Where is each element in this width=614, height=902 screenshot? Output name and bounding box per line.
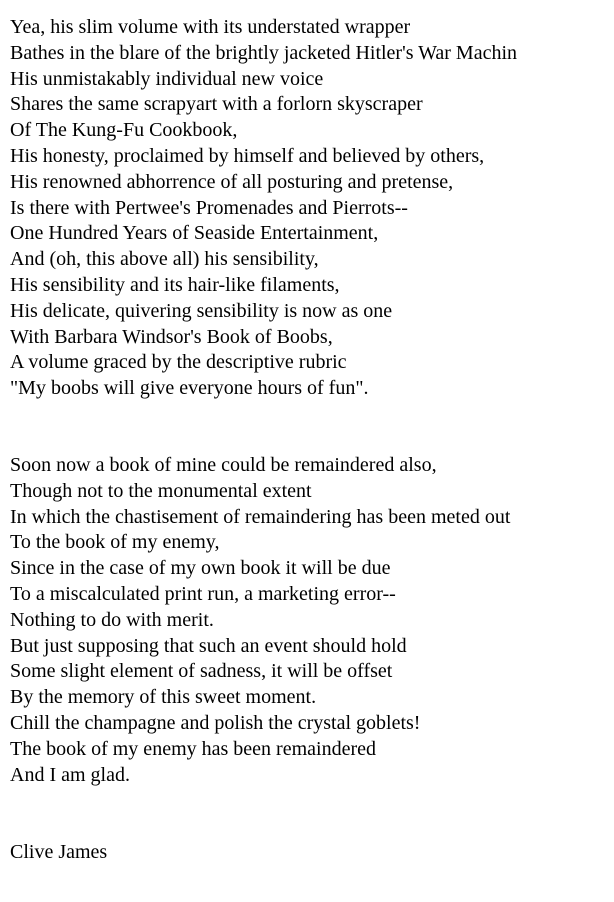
poem-line: Is there with Pertwee's Promenades and Pierrots-- <box>10 196 408 219</box>
poem-line: His delicate, quivering sensibility is now as one <box>10 299 393 322</box>
poem-line: His renowned abhorrence of all posturing and pretense, <box>10 170 454 193</box>
poem-line: To a miscalculated print run, a marketing error-- <box>10 582 396 605</box>
poem-line: Nothing to do with merit. <box>10 608 214 631</box>
poem-line: Some slight element of sadness, it will be offset <box>10 660 393 683</box>
poem-line: And I am glad. <box>10 763 130 786</box>
poem-line: His honesty, proclaimed by himself and believed by others, <box>10 144 485 167</box>
poem-line: Chill the champagne and polish the crystal goblets! <box>10 711 421 734</box>
poem-line: Yea, his slim volume with its understated wrapper <box>10 16 411 38</box>
author-name: Clive James <box>10 841 108 864</box>
poem-line: Though not to the monumental extent <box>10 479 312 502</box>
poem-line: His unmistakably individual new voice <box>10 67 324 90</box>
poem-line: With Barbara Windsor's Book of Boobs, <box>10 325 333 348</box>
poem-line: Bathes in the blare of the brightly jacketed Hitler's War Machin <box>10 41 518 64</box>
poem-line: By the memory of this sweet moment. <box>10 686 317 709</box>
poem-line: But just supposing that such an event should hold <box>10 634 407 657</box>
stanza-1 <box>10 15 614 402</box>
poem-line: And (oh, this above all) his sensibility, <box>10 248 319 271</box>
poem-line: A volume graced by the descriptive rubric <box>10 351 347 374</box>
poem-line: Of The Kung-Fu Cookbook, <box>10 119 238 142</box>
poem-page <box>10 15 614 866</box>
stanza-2 <box>10 453 614 788</box>
poem-line: To the book of my enemy, <box>10 531 220 554</box>
poem-line: In which the chastisement of remaindering has been meted out <box>10 505 511 528</box>
poem-line: His sensibility and its hair-like filaments, <box>10 273 340 296</box>
poem-line: One Hundred Years of Seaside Entertainment, <box>10 222 379 245</box>
poem-line: The book of my enemy has been remaindered <box>10 737 376 760</box>
poem-line: Shares the same scrapyart with a forlorn skyscraper <box>10 93 423 116</box>
poem-line: Soon now a book of mine could be remaindered also, <box>10 453 437 476</box>
poem-line: "My boobs will give everyone hours of fun". <box>10 377 369 400</box>
poem-line: Since in the case of my own book it will be due <box>10 557 391 580</box>
